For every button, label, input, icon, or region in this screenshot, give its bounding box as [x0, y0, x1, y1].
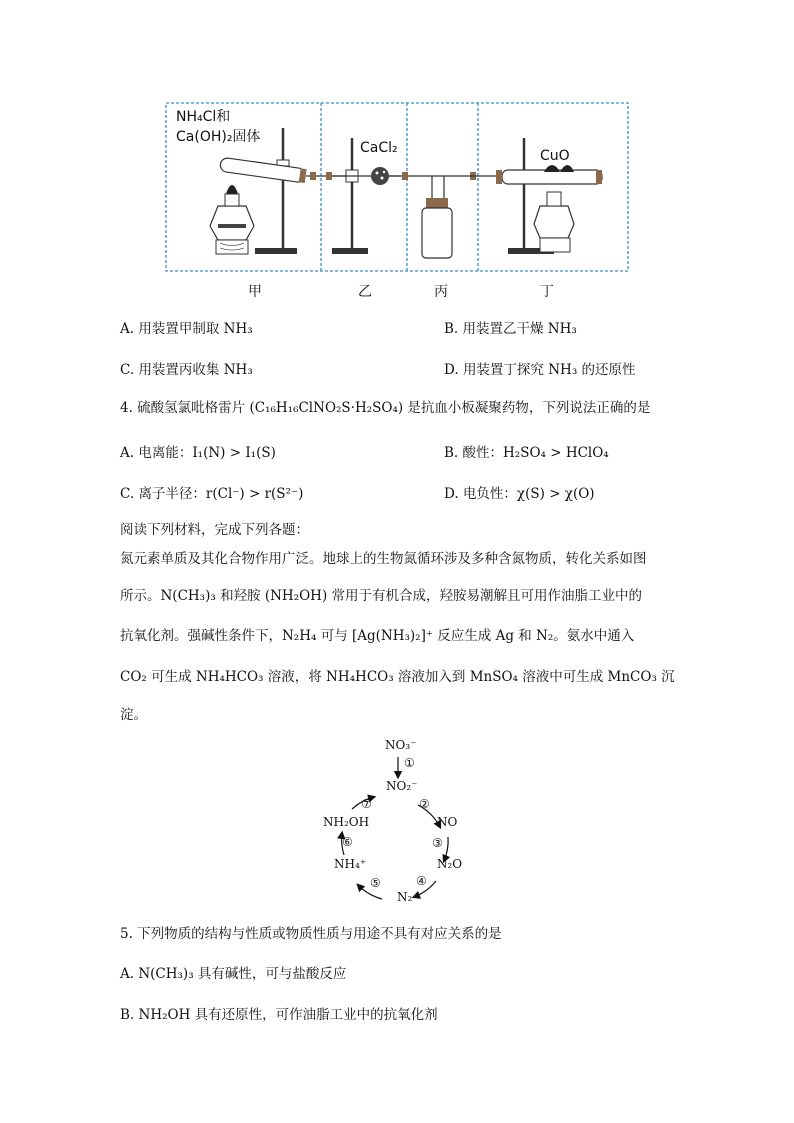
cycle-node-no3: NO₃⁻ [385, 738, 417, 752]
option-letter: A. [120, 445, 135, 461]
option-text: NH₂OH 具有还原性，可作油脂工业中的抗氧化剂 [138, 1007, 438, 1023]
reagent-label-line1: NH₄Cl和 [176, 109, 231, 125]
cycle-node-no2: NO₂⁻ [386, 779, 418, 793]
apparatus-label-bing: 丙 [434, 284, 448, 300]
option-letter: A. [120, 966, 135, 982]
q4-option-c [120, 482, 303, 502]
apparatus-label-jia: 甲 [248, 284, 262, 300]
cacl2-label: CaCl₂ [360, 140, 398, 156]
q3-option-c [120, 358, 253, 378]
apparatus-label-yi: 乙 [358, 284, 372, 300]
reading-line-2: 所示。N(CH₃)₃ 和羟胺 (NH₂OH) 常用于有机合成，羟胺易潮解且可用作油脂工业中的 [120, 588, 643, 604]
cycle-step-7: ⑦ [361, 797, 372, 811]
reading-line-1: 氮元素单质及其化合物作用广泛。地球上的生物氮循环涉及多种含氮物质，转化关系如图 [120, 551, 647, 567]
option-text: 离子半径：r(Cl⁻) > r(S²⁻) [138, 486, 304, 502]
option-letter: C. [120, 486, 135, 502]
q3-option-a [120, 317, 253, 337]
option-text: 酸性：H₂SO₄ > HClO₄ [462, 445, 609, 461]
cycle-step-3: ③ [432, 836, 443, 850]
cycle-node-n2o: N₂O [437, 857, 463, 871]
q5-option-a [120, 962, 346, 982]
cycle-node-nh4: NH₄⁺ [334, 857, 367, 871]
q4-option-d [444, 482, 595, 502]
option-letter: B. [444, 445, 459, 461]
apparatus-figure [160, 98, 635, 278]
option-letter: B. [444, 321, 459, 337]
option-text: 电离能：I₁(N) > I₁(S) [138, 445, 276, 461]
option-text: 电负性：χ(S) > χ(O) [462, 486, 595, 502]
reading-line-4: CO₂ 可生成 NH₄HCO₃ 溶液，将 NH₄HCO₃ 溶液加入到 MnSO₄ 溶液中可生成 MnCO₃ 沉 [120, 669, 675, 685]
cycle-step-6: ⑥ [342, 835, 353, 849]
option-letter: B. [120, 1007, 135, 1023]
option-letter: C. [120, 362, 135, 378]
reagent-label-line2: Ca(OH)₂固体 [176, 129, 261, 145]
apparatus-label-ding: 丁 [540, 284, 554, 300]
cycle-node-n2: N₂ [397, 890, 413, 904]
option-text: 用装置丙收集 NH₃ [138, 362, 253, 378]
q4-option-b [444, 441, 609, 461]
q5-stem: 5. 下列物质的结构与性质或物质性质与用途不具有对应关系的是 [120, 926, 502, 942]
q3-option-b [444, 317, 577, 337]
cycle-step-5: ⑤ [370, 876, 381, 890]
option-letter: A. [120, 321, 135, 337]
q4-stem: 4. 硫酸氢氯吡格雷片 (C₁₆H₁₆ClNO₂S·H₂SO₄) 是抗血小板凝聚药物，下列说法正确的是 [120, 400, 651, 416]
cycle-step-4: ④ [416, 874, 427, 888]
q5-option-b [120, 1003, 438, 1023]
cycle-node-nh2oh: NH₂OH [323, 815, 370, 829]
reading-intro: 阅读下列材料，完成下列各题： [120, 522, 309, 538]
option-text: N(CH₃)₃ 具有碱性，可与盐酸反应 [138, 966, 347, 982]
option-text: 用装置甲制取 NH₃ [138, 321, 253, 337]
reading-line-5: 淀。 [120, 707, 147, 723]
option-letter: D. [444, 486, 459, 502]
cycle-step-1: ① [404, 756, 415, 770]
q4-option-a [120, 441, 276, 461]
cuo-label: CuO [540, 148, 570, 164]
reading-line-3: 抗氧化剂。强碱性条件下，N₂H₄ 可与 [Ag(NH₃)₂]⁺ 反应生成 Ag 和 N₂。氨水中通入 [120, 628, 635, 644]
q3-option-d [444, 358, 636, 378]
option-text: 用装置乙干燥 NH₃ [462, 321, 577, 337]
cycle-step-2: ② [419, 797, 430, 811]
option-text: 用装置丁探究 NH₃ 的还原性 [462, 362, 636, 378]
cycle-node-no: NO [437, 815, 458, 829]
option-letter: D. [444, 362, 459, 378]
